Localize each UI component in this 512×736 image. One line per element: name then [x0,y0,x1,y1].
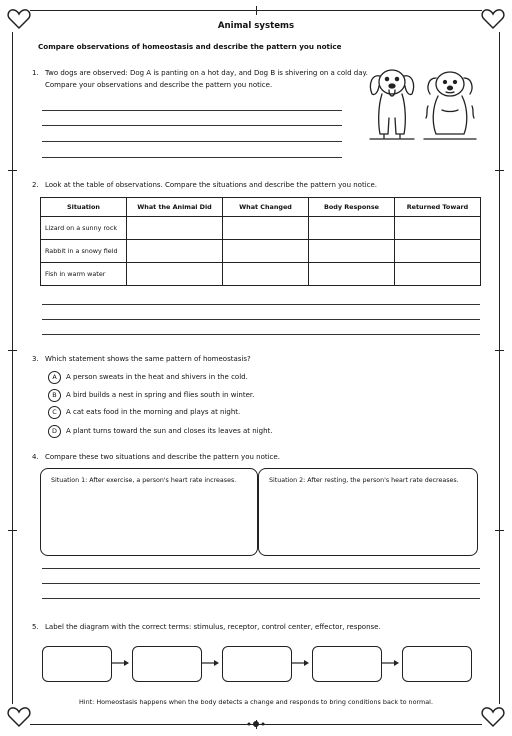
table-row [41,263,481,286]
heart-icon [6,704,32,730]
answer-cell[interactable] [395,217,481,240]
answer-cell[interactable] [127,263,223,286]
q2-number: 2. [32,181,39,189]
option-text: A bird builds a nest in spring and flies south in winter. [66,391,255,399]
answer-cell[interactable] [223,240,309,263]
q4-text: Compare these two situations and describe the pattern you notice. [45,453,280,461]
table-header: What the Animal Did [127,198,223,217]
option-text: A plant turns toward the sun and closes its leaves at night. [66,427,273,435]
answer-cell[interactable] [223,263,309,286]
table-header: What Changed [223,198,309,217]
situation-1-box[interactable] [40,468,258,556]
q4-number: 4. [32,453,39,461]
table-header: Body Response [309,198,395,217]
situation-2-box[interactable] [258,468,478,556]
q1-text-line2: Compare your observations and describe the pattern you notice. [45,81,273,89]
arrow-right-icon [201,658,221,668]
row-situation: Lizard on a sunny rock [41,217,127,240]
answer-cell[interactable] [395,240,481,263]
q2-text: Look at the table of observations. Compare the situations and describe the pattern you notice. [45,181,378,189]
option-letter[interactable]: A [48,371,61,384]
q5-text: Label the diagram with the correct terms: stimulus, receptor, control center, effector, response. [45,623,381,631]
arrow-right-icon [291,658,311,668]
shivering-dog-illustration [420,66,480,142]
ornament-icon [246,719,266,729]
table-row [41,217,481,240]
heart-icon [480,704,506,730]
answer-cell[interactable] [309,240,395,263]
answer-cell[interactable] [127,217,223,240]
situation-2-text: Situation 2: After resting, the person's heart rate decreases. [269,477,459,484]
flow-box-3[interactable] [222,646,292,682]
situation-1-text: Situation 1: After exercise, a person's heart rate increases. [51,477,237,484]
option-letter[interactable]: B [48,389,61,402]
panting-dog-illustration [362,62,422,142]
flow-box-5[interactable] [402,646,472,682]
option-letter[interactable]: C [48,406,61,419]
flow-box-2[interactable] [132,646,202,682]
page-title: Animal systems [217,21,295,31]
row-situation: Rabbit in a snowy field [41,240,127,263]
flow-box-1[interactable] [42,646,112,682]
arrow-right-icon [111,658,131,668]
answer-cell[interactable] [223,217,309,240]
answer-cell[interactable] [309,263,395,286]
answer-cell[interactable] [309,217,395,240]
q3-number: 3. [32,355,39,363]
flow-box-4[interactable] [312,646,382,682]
option-text: A person sweats in the heat and shivers in the cold. [66,373,248,381]
q1-number: 1. [32,69,39,77]
instruction: Compare observations of homeostasis and describe the pattern you notice [38,42,342,51]
hint-text: Hint: Homeostasis happens when the body detects a change and responds to bring conditions back to normal. [79,698,433,706]
table-header: Situation [41,198,127,217]
q1-text-line1: Two dogs are observed: Dog A is panting on a hot day, and Dog B is shivering on a cold day. [45,69,368,77]
table-row [41,240,481,263]
q5-number: 5. [32,623,39,631]
answer-cell[interactable] [127,240,223,263]
option-text: A cat eats food in the morning and plays at night. [66,408,241,416]
arrow-right-icon [381,658,401,668]
table-header: Returned Toward [395,198,481,217]
observation-table [40,197,481,286]
row-situation: Fish in warm water [41,263,127,286]
answer-cell[interactable] [395,263,481,286]
table-header-row [41,198,481,217]
option-letter[interactable]: D [48,425,61,438]
q3-text: Which statement shows the same pattern of homeostasis? [45,355,251,363]
